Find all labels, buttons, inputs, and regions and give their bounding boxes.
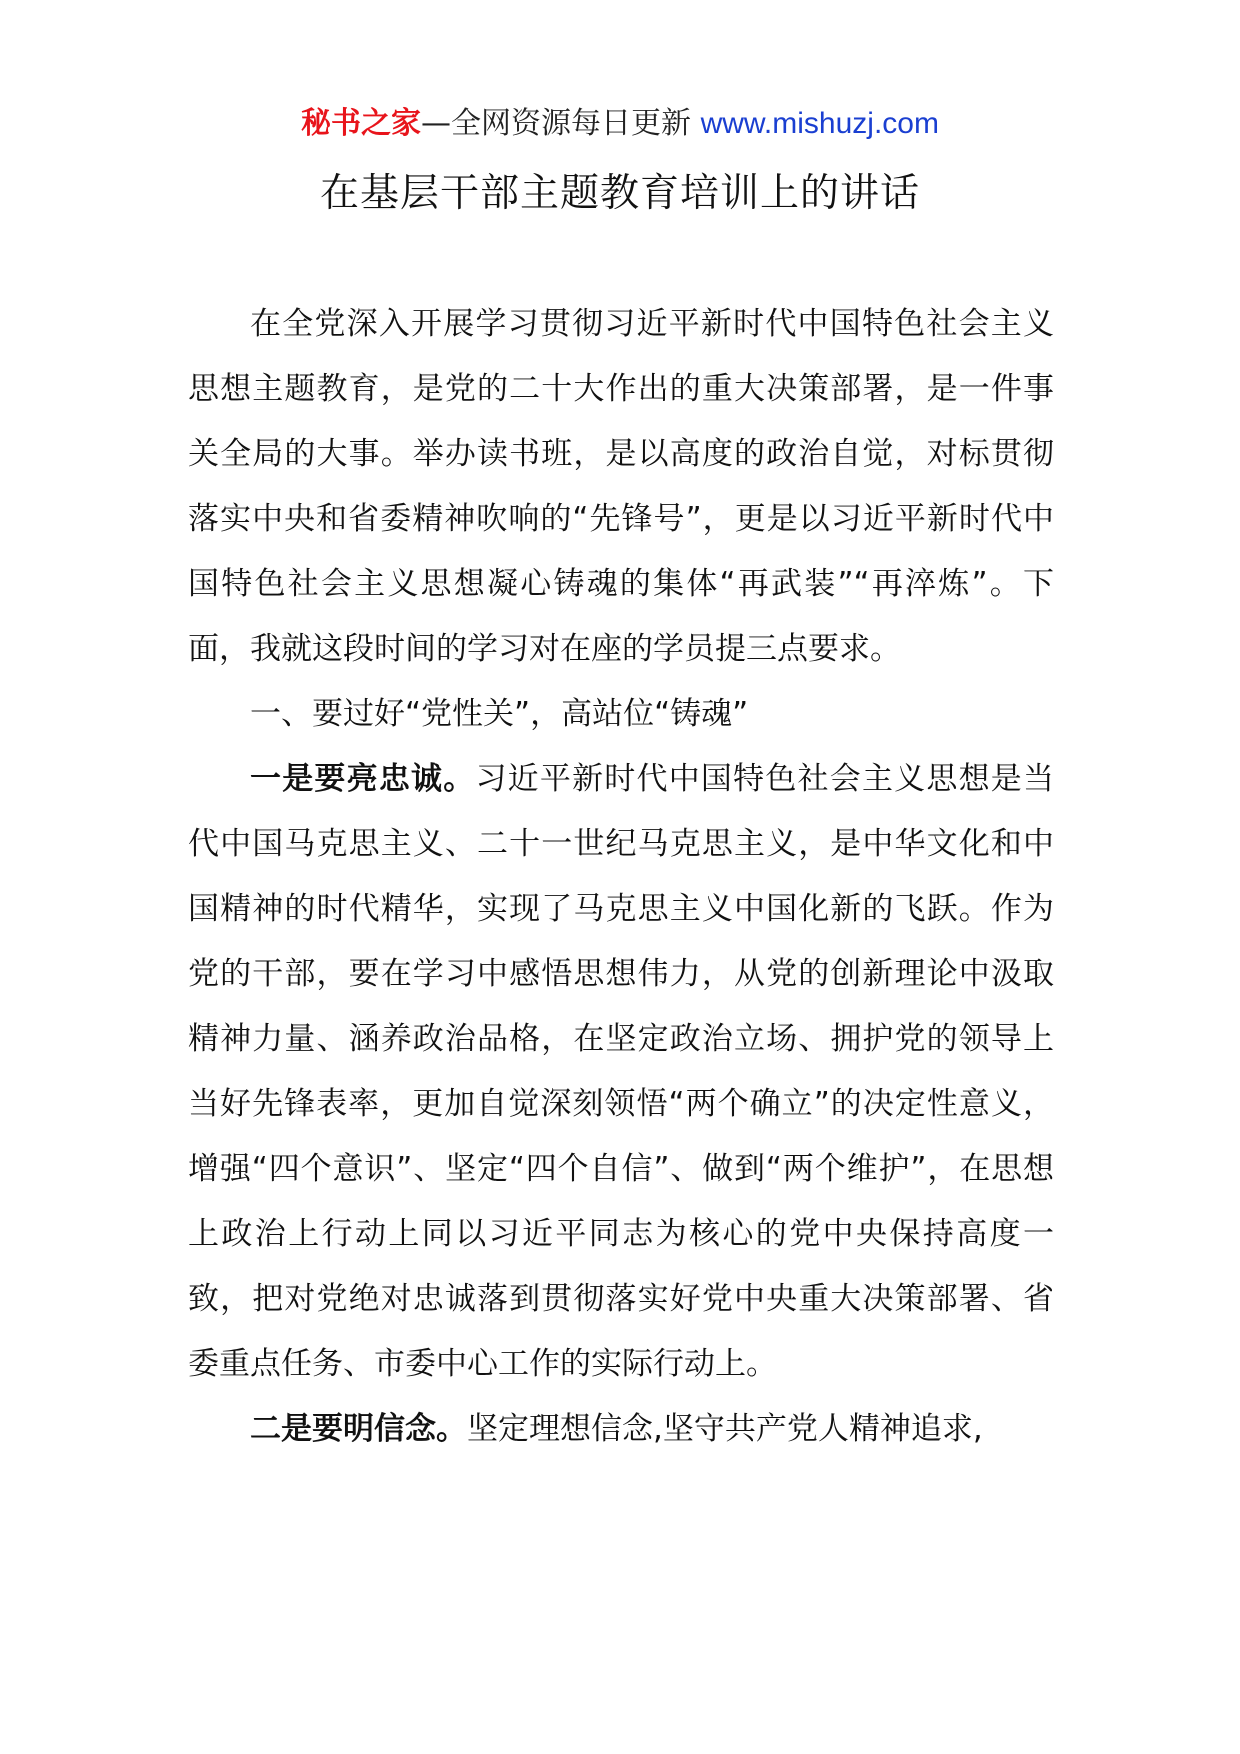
intro-paragraph: 在全党深入开展学习贯彻习近平新时代中国特色社会主义思想主题教育，是党的二十大作出的重大决策部署，是一件事关全局的大事。举办读书班，是以高度的政治自觉，对标贯彻落实中央和省委精神吹响的“先锋号”，更是以习近平新时代中国特色社会主义思想凝心铸魂的集体“再武装”“再淬炼”。下面，我就这段时间的学习对在座的学员提三点要求。 — [188, 306, 1054, 667]
document-title: 在基层干部主题教育培训上的讲话 — [319, 171, 920, 216]
point-1-paragraph — [188, 747, 1054, 1397]
site-header — [0, 102, 1240, 146]
point-2-lead: 二是要明信念。 — [250, 1411, 467, 1447]
point-1-text: 习近平新时代中国特色社会主义思想是当代中国马克思主义、二十一世纪马克思主义，是中华文化和中国精神的时代精华，实现了马克思主义中国化新的飞跃。作为党的干部，要在学习中感悟思想伟力，从党的创新理论中汲取精神力量、涵养政治品格，在坚定政治立场、拥护党的领导上当好先锋表率，更加自觉深刻领悟“两个确立”的决定性意义，增强“四个意识”、坚定“四个自信”、做到“两个维护”，在思想上政治上行动上同以习近平同志为核心的党中央保持高度一致，把对党绝对忠诚落到贯彻落实好党中央重大决策部署、省委重点任务、市委中心工作的实际行动上。 — [188, 761, 1055, 1382]
brand-name: 秘书之家 — [301, 106, 422, 141]
header-tagline: —全网资源每日更新 — [421, 106, 701, 141]
point-2-paragraph — [188, 1397, 1054, 1462]
point-1-lead: 一是要亮忠诚。 — [250, 761, 476, 797]
site-url-link[interactable]: www.mishuzj.com — [700, 107, 939, 140]
document-body — [188, 292, 1054, 1462]
section-heading-1: 一、要过好“党性关”，高站位“铸魂” — [250, 696, 749, 732]
point-2-text: 坚定理想信念,坚守共产党人精神追求, — [467, 1411, 983, 1447]
